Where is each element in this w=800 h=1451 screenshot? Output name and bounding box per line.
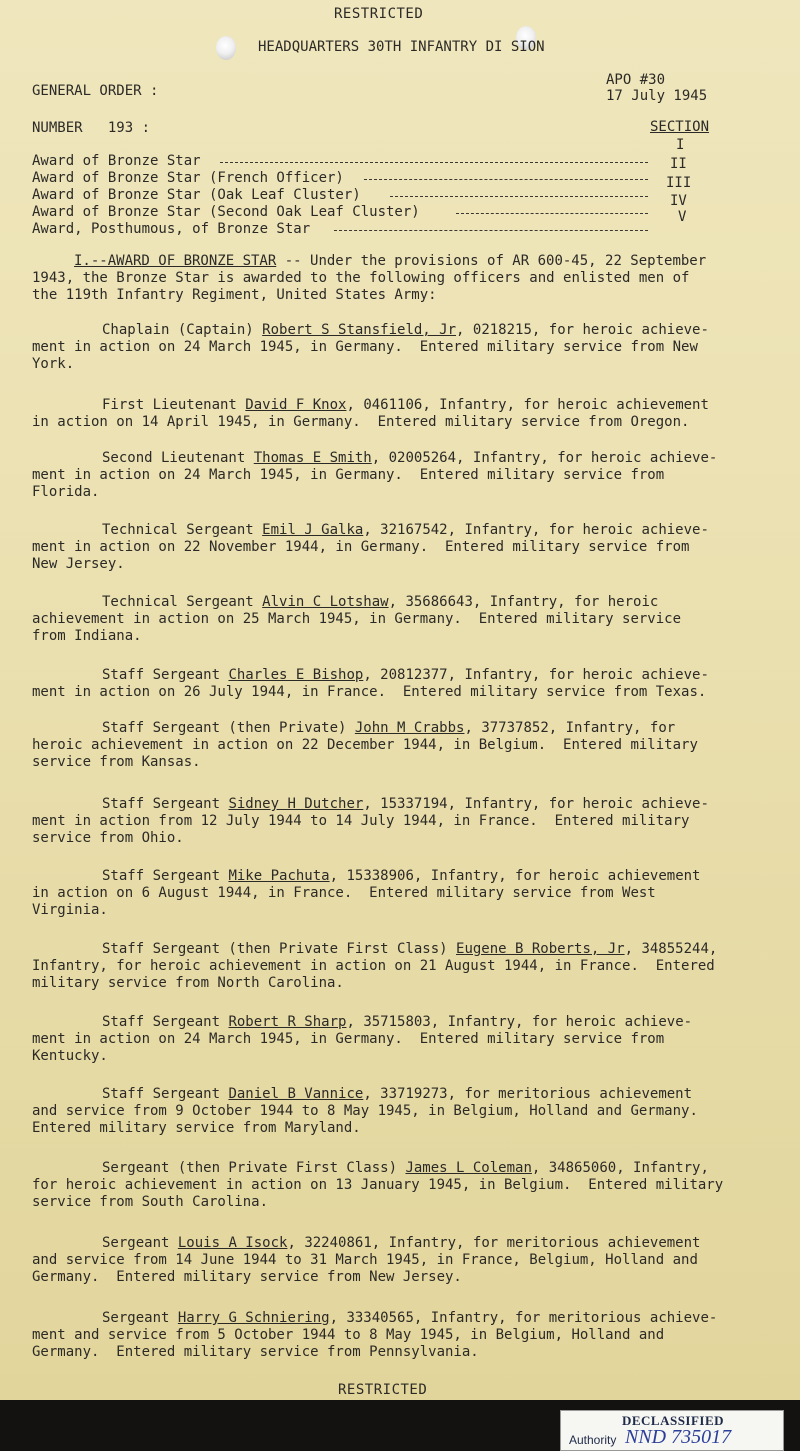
award-paragraph: Second Lieutenant Thomas E Smith, 02005264, Infantry, for heroic achieve- ment in action on 24 March 1945, in Germany. Entered military service from Florida. — [32, 450, 718, 500]
toc-title: Award of Bronze Star (Second Oak Leaf Cluster) — [32, 204, 420, 220]
order-date: 17 July 1945 — [606, 88, 708, 104]
awardee-name: Robert S Stansfield, Jr — [262, 322, 457, 338]
section-heading: I.--AWARD OF BRONZE STAR — [74, 253, 277, 269]
awardee-name: James L Coleman — [405, 1160, 532, 1176]
toc-title: Award of Bronze Star — [32, 153, 201, 169]
award-paragraph: Staff Sergeant Sidney H Dutcher, 15337194, Infantry, for heroic achieve- ment in action from 12 July 1944 to 14 July 1944, in France. Entered military service from Ohio. — [32, 796, 709, 846]
order-number: NUMBER 193 : — [32, 120, 151, 136]
awardee-name: Emil J Galka — [262, 522, 364, 538]
award-paragraph: Staff Sergeant (then Private First Class) Eugene B Roberts, Jr, 34855244, Infantry, for heroic achievement in action on 21 August 1944, in France. Entered military service from North Carolina. — [32, 941, 718, 991]
awardee-name: Thomas E Smith — [253, 450, 372, 466]
award-paragraph: Technical Sergeant Emil J Galka, 32167542, Infantry, for heroic achieve- ment in action on 22 November 1944, in Germany. Entered military service from New Jersey. — [32, 522, 709, 572]
awardee-name: Sidney H Dutcher — [228, 796, 364, 812]
toc-section: IV — [670, 193, 687, 209]
classification-bottom: RESTRICTED — [338, 1382, 428, 1398]
general-order-label: GENERAL ORDER : — [32, 83, 159, 99]
awardee-name: Robert R Sharp — [228, 1014, 347, 1030]
toc-section: I — [676, 137, 685, 153]
award-paragraph: Staff Sergeant Daniel B Vannice, 33719273, for meritorious achievement and service from 9 October 1944 to 8 May 1945, in Belgium, Holland and Germany. Entered military service from Maryland. — [32, 1086, 698, 1136]
award-paragraph: First Lieutenant David F Knox, 0461106, Infantry, for heroic achievement in action on 14 April 1945, in Germany. Entered military service from Oregon. — [32, 397, 709, 430]
stamp-authority-number: NND 735017 — [625, 1426, 732, 1448]
award-paragraph: Staff Sergeant Robert R Sharp, 35715803, Infantry, for heroic achieve- ment in action on 24 March 1945, in Germany. Entered military service from Kentucky. — [32, 1014, 693, 1064]
toc-leader — [456, 213, 648, 214]
awardee-name: Harry G Schniering — [177, 1310, 330, 1326]
apo-number: APO #30 — [606, 72, 666, 88]
award-paragraph: Sergeant Harry G Schniering, 33340565, Infantry, for meritorious achieve- ment and service from 5 October 1944 to 8 May 1945, in Belgium, Holland and Germany. Entered military service from Pennsylvania. — [32, 1310, 718, 1360]
awardee-name: Daniel B Vannice — [228, 1086, 364, 1102]
awardee-name: John M Crabbs — [354, 720, 465, 736]
award-paragraph: Sergeant Louis A Isock, 32240861, Infantry, for meritorious achievement and service from 14 June 1944 to 31 March 1945, in France, Belgium, Holland and Germany. Entered military service from New Jersey. — [32, 1235, 701, 1285]
section-intro: I.--AWARD OF BRONZE STAR -- Under the provisions of AR 600-45, 22 September 1943, the Bronze Star is awarded to the following officers and enlisted men of the 119th Infantry Regiment, United States Army: — [32, 253, 707, 303]
award-paragraph: Technical Sergeant Alvin C Lotshaw, 35686643, Infantry, for heroic achievement in action on 25 March 1945, in Germany. Entered military service from Indiana. — [32, 594, 682, 644]
toc-section: II — [670, 156, 687, 172]
classification-top: RESTRICTED — [334, 6, 424, 22]
awardee-name: Mike Pachuta — [228, 868, 330, 884]
stamp-title: DECLASSIFIED — [621, 1413, 725, 1428]
toc-section: V — [678, 209, 687, 225]
toc-title: Award of Bronze Star (French Officer) — [32, 170, 344, 186]
declassified-stamp — [560, 1410, 784, 1451]
stamp-authority-label: Authority — [569, 1433, 617, 1447]
award-paragraph: Sergeant (then Private First Class) James L Coleman, 34865060, Infantry, for heroic achievement in action on 13 January 1945, in Belgium. Entered military service from South Carolina. — [32, 1160, 724, 1210]
toc-leader — [334, 230, 648, 231]
awardee-name: Eugene B Roberts, Jr — [456, 941, 625, 957]
toc-leader — [364, 179, 648, 180]
toc-leader — [390, 196, 648, 197]
award-paragraph: Staff Sergeant Mike Pachuta, 15338906, Infantry, for heroic achievement in action on 6 August 1944, in France. Entered military service from West Virginia. — [32, 868, 701, 918]
toc-leader — [220, 162, 648, 163]
award-paragraph: Chaplain (Captain) Robert S Stansfield, Jr, 0218215, for heroic achieve- ment in action on 24 March 1945, in Germany. Entered military service from New York. — [32, 322, 709, 372]
toc-title: Award of Bronze Star (Oak Leaf Cluster) — [32, 187, 361, 203]
toc-section: III — [666, 175, 692, 191]
award-paragraph: Staff Sergeant Charles E Bishop, 20812377, Infantry, for heroic achieve- ment in action on 26 July 1944, in France. Entered military service from Texas. — [32, 667, 709, 700]
section-column-label: SECTION — [650, 119, 710, 135]
awardee-name: Charles E Bishop — [228, 667, 364, 683]
awardee-name: Alvin C Lotshaw — [262, 594, 389, 610]
headquarters-line: HEADQUARTERS 30TH INFANTRY DI SION — [258, 39, 545, 55]
toc-title: Award, Posthumous, of Bronze Star — [32, 221, 311, 237]
awardee-name: David F Knox — [245, 397, 347, 413]
awardee-name: Louis A Isock — [177, 1235, 288, 1251]
punch-hole — [216, 36, 236, 60]
award-paragraph: Staff Sergeant (then Private) John M Crabbs, 37737852, Infantry, for heroic achievement in action on 22 December 1944, in Belgium. Entered military service from Kansas. — [32, 720, 698, 770]
